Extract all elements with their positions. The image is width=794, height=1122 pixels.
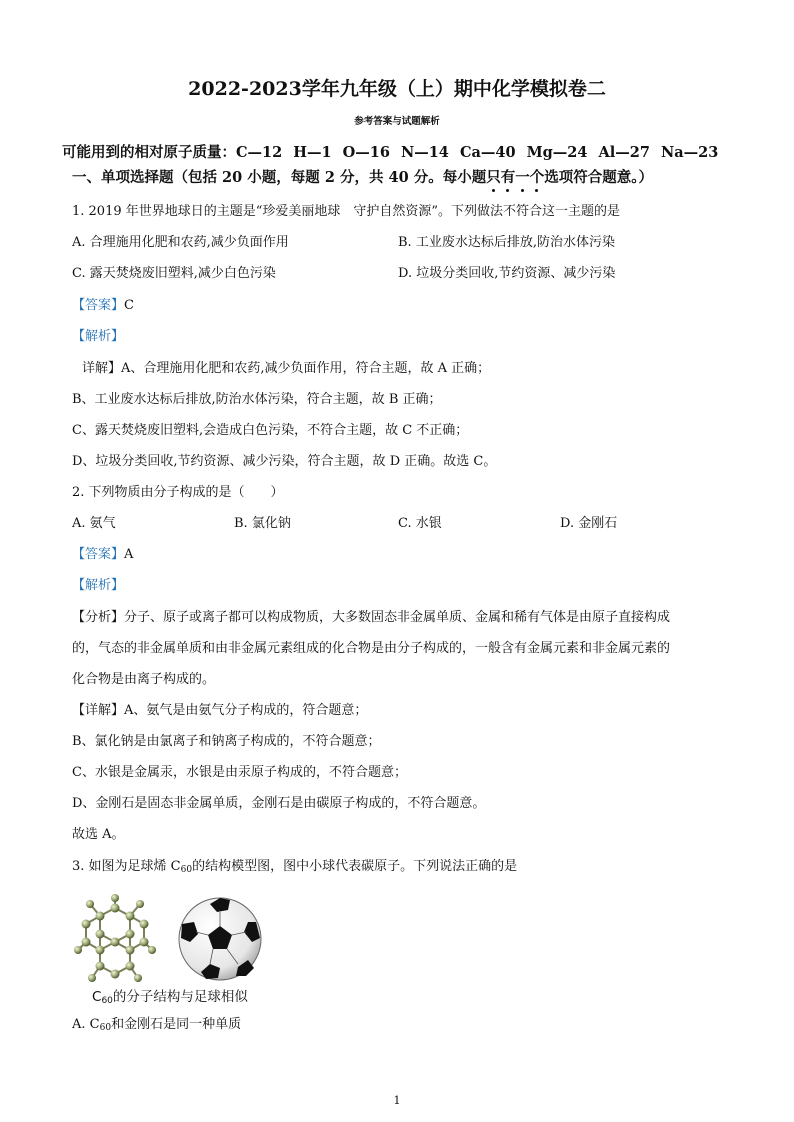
page-number: 1 <box>393 1094 401 1107</box>
question-1-detail-line: 详解】A、合理施用化肥和农药,减少负面作用，符合主题，故 A 正确； <box>82 361 491 376</box>
question-2-option-b: B. 氯化钠 <box>234 516 291 531</box>
question-3-stem <box>72 858 517 879</box>
question-2-option-a: A. 氨气 <box>72 516 116 531</box>
question-3-option-a <box>72 1016 241 1037</box>
answer-label: 【答案】 <box>72 547 125 562</box>
question-1-stem: 1. 2019 年世界地球日的主题是“珍爱美丽地球 守护自然资源”。下列做法不符合这一主题的是 <box>72 204 621 219</box>
question-2-answer <box>72 546 133 564</box>
question-1-option-c: C. 露天焚烧废旧塑料,减少白色污染 <box>72 266 276 281</box>
option-text: A. C <box>72 1017 100 1032</box>
question-2-analysis-line: 化合物是由离子构成的。 <box>72 672 216 687</box>
figure-caption <box>92 985 248 1006</box>
question-1-detail-line: D、垃圾分类回收,节约资源、减少污染，符合主题，故 D 正确。故选 C。 <box>72 454 497 469</box>
question-1-detail-line: B、工业废水达标后排放,防治水体污染，符合主题，故 B 正确； <box>72 392 442 407</box>
atomic-masses-line: 可能用到的相对原子质量：C—12 H—1 O—16 N—14 Ca—40 Mg—24 Al—27 Na—23 <box>62 144 719 161</box>
figure-caption-subscript: 60 <box>101 996 113 1006</box>
question-2-analysis-line: D、金刚石是固态非金属单质，金刚石是由碳原子构成的，不符合题意。 <box>72 796 486 811</box>
question-2-option-d: D. 金刚石 <box>560 516 618 531</box>
question-1-option-b: B. 工业废水达标后排放,防治水体污染 <box>398 235 615 250</box>
answer-label: 【答案】 <box>72 298 125 313</box>
question-2-stem: 2. 下列物质由分子构成的是（ ） <box>72 485 284 500</box>
question-2-analysis-line: C、水银是金属汞，水银是由汞原子构成的，不符合题意； <box>72 765 407 780</box>
page-title: 2022-2023学年九年级（上）期中化学模拟卷二 <box>188 78 606 100</box>
emphasis-char: 一 <box>515 166 530 187</box>
question-3-stem-subscript: 60 <box>180 865 193 875</box>
emphasis-char: 只 <box>486 166 501 187</box>
question-1-option-d: D. 垃圾分类回收,节约资源、减少污染 <box>398 266 616 281</box>
question-2-analysis-line: 【分析】分子、原子或离子都可以构成物质，大多数固态非金属单质、金属和稀有气体是由原子直接构成 <box>72 610 671 625</box>
question-1-analysis-label: 【解析】 <box>72 329 125 344</box>
figure-caption-text: C <box>92 989 102 1005</box>
answer-value: A <box>124 547 134 562</box>
question-1-option-a: A. 合理施用化肥和农药,减少负面作用 <box>72 235 289 250</box>
section-heading <box>72 166 653 187</box>
football-illustration <box>179 898 261 980</box>
section-heading-before: 一、单项选择题（包括 20 小题，每题 2 分，共 40 分。每小题 <box>72 169 487 186</box>
question-1-detail-line: C、露天焚烧废旧塑料,会造成白色污染，不符合主题，故 C 不正确； <box>72 423 469 438</box>
question-3-stem-text: 3. 如图为足球烯 C <box>72 859 181 874</box>
question-3-stem-text: 的结构模型图，图中小球代表碳原子。下列说法正确的是 <box>192 859 518 874</box>
question-1-answer <box>72 297 134 315</box>
question-2-analysis-line: 【详解】A、氨气是由氨气分子构成的，符合题意； <box>72 703 368 718</box>
emphasis-char: 有 <box>501 166 516 187</box>
page-subtitle: 参考答案与试题解析 <box>354 116 440 127</box>
c60-molecule-illustration <box>70 892 270 988</box>
option-text: 和金刚石是同一种单质 <box>111 1017 242 1032</box>
question-2-option-c: C. 水银 <box>398 516 442 531</box>
question-2-analysis-label: 【解析】 <box>72 578 125 593</box>
figure-caption-text: 的分子结构与足球相似 <box>112 989 248 1005</box>
question-2-analysis-line: 的，气态的非金属单质和由非金属元素组成的化合物是由分子构成的，一般含有金属元素和非金属元素的 <box>72 641 671 656</box>
emphasis-char: 个 <box>530 166 545 187</box>
section-heading-after: 选项符合题意。） <box>544 169 653 186</box>
option-subscript: 60 <box>99 1023 112 1033</box>
answer-value: C <box>124 298 134 313</box>
question-2-analysis-line: 故选 A。 <box>72 827 125 842</box>
question-2-analysis-line: B、氯化钠是由氯离子和钠离子构成的，不符合题意； <box>72 734 381 749</box>
